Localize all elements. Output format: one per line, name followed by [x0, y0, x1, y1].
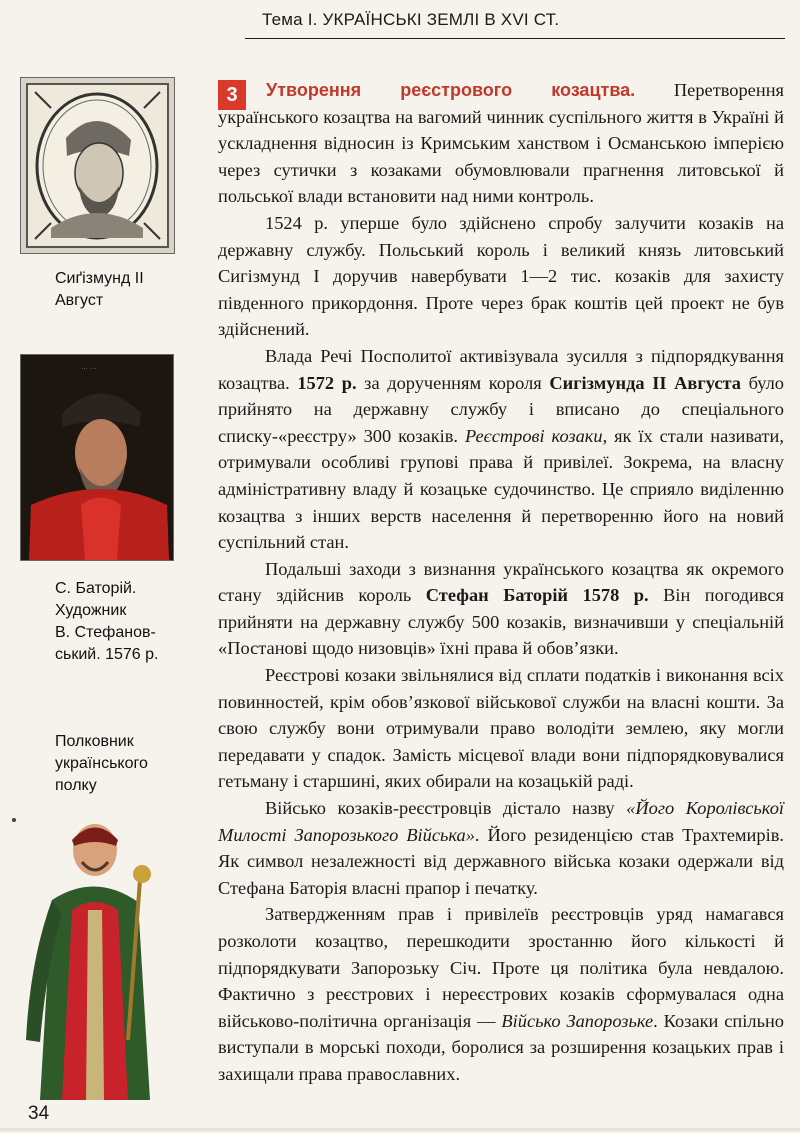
- para-text: Реєстрові козаки звільнялися від сплати податків і виконання всіх повинностей, крім обов’язкової військової служби на власні кошти. За свою службу вони отримували право володіти землею, яку могли передавати у спадок. Замість місцевої влади вони підпорядковувалися гетьману і старшині, яких обирали на козацькій раді.: [218, 665, 784, 792]
- para-text: . Його резиденцією став Трахтемирів. Як символ незалежності від державного війська козаки одержали від Стефана Баторія власні прапор і печатку.: [218, 824, 784, 898]
- paragraph: [218, 77, 784, 210]
- caption-line: Сиґізмунд II: [55, 270, 144, 287]
- caption-line: Художник: [55, 602, 127, 619]
- para-text: Перетворення українського козацтва на вагомий чинник суспільного життя в Україні й ускладнення відносин із Кримським ханством і Османською імперією через сутички з козаками обумовлювали прагнення литовської й польської влади встановити над ними контроль.: [218, 80, 784, 207]
- paragraph: [218, 901, 784, 1087]
- paragraph: [218, 662, 784, 795]
- section-heading: Утворення реєстрового козацтва.: [266, 80, 636, 100]
- section-body: [218, 77, 784, 1088]
- para-text: Подальші заходи з визнання українського козацтва як окремого стану здійснив король: [218, 558, 784, 606]
- portrait-sigismund-engraving: [20, 77, 175, 254]
- header-divider: [245, 38, 785, 39]
- para-text-bold: Сигізмунда II Августа: [549, 372, 741, 393]
- para-text-bold: 1572 р.: [297, 372, 357, 393]
- para-text: за дорученням короля: [356, 372, 550, 393]
- para-text: Він погодився прийняти на державну службу 500 козаків, визначивши у спеціальній «Постанові щодо низовців» їхні права й обов’язки.: [218, 585, 784, 659]
- caption-sigismund: [55, 268, 195, 312]
- caption-line: В. Стефанов-: [55, 624, 156, 641]
- para-text-bold: Стефан Баторій 1578 р.: [425, 585, 649, 606]
- caption-line: Полковник: [55, 733, 134, 750]
- para-text-italic: Реєстрові козаки: [464, 425, 603, 446]
- caption-line: полку: [55, 777, 97, 794]
- section-number-badge: 3: [218, 80, 246, 110]
- illustration-colonel: [0, 810, 180, 1100]
- portrait-batory-painting: [20, 354, 174, 561]
- paragraph: [218, 556, 784, 662]
- page-number: 34: [28, 1103, 50, 1124]
- footer-edge: [0, 1128, 800, 1131]
- para-text: Військо козаків-реєстровців дістало назву: [265, 798, 627, 819]
- caption-line: Август: [55, 292, 104, 309]
- caption-colonel: [55, 731, 195, 797]
- para-text: було прийнято на державну службу і вписано до спеціального списку-«реєстру» 300 козаків.: [218, 372, 784, 446]
- para-text: 1524 р. уперше було здійснено спробу залучити козаків на державну службу. Польський король і великий князь литовський Сигізмунд I доручив навербувати 1—2 тис. козаків для захисту південного прикордоння. Проте через брак коштів цей проект не був здійснений.: [218, 212, 784, 340]
- page-header-title: Тема I. УКРАЇНСЬКІ ЗЕМЛІ В XVI СТ.: [262, 10, 560, 29]
- paragraph: [218, 795, 784, 901]
- caption-line: українського: [55, 755, 148, 772]
- caption-batory: [55, 578, 195, 666]
- para-text: Затвердженням прав і привілеїв реєстровців уряд намагався розколоти козацтво, перешкодити зростанню його кількості й підпорядкувати Запорозьку Січ. Проте ця політика була невдалою. Фактично з реєстрових і нереєстрових козаків сформувалася одна військово-політична організація —: [218, 904, 784, 1031]
- para-text: Влада Речі Посполитої активізувала зусилля з підпорядкування козацтва.: [218, 345, 784, 393]
- para-text-italic: «Його Королівської Милості Запорозького Війська»: [218, 798, 784, 845]
- para-text: , як їх стали називати, отримували особливі групові права й привілеї. Зокрема, на власну адміністративну владу й козацьке судочинство. Це сприяло виділенню козацтва з інших верств населення й перетворенню його на новий суспільний стан.: [218, 425, 784, 553]
- paragraph: [218, 343, 784, 556]
- caption-line: ський. 1576 р.: [55, 646, 159, 663]
- para-text-italic: Військо Запорозьке: [501, 1010, 654, 1031]
- svg-text:··· ···: ··· ···: [81, 365, 97, 373]
- caption-line: С. Баторій.: [55, 580, 137, 597]
- para-text: . Козаки спільно виступали в морські походи, боролися за розширення козацьких прав і захищали права православних.: [218, 1010, 784, 1084]
- paragraph: [218, 210, 784, 343]
